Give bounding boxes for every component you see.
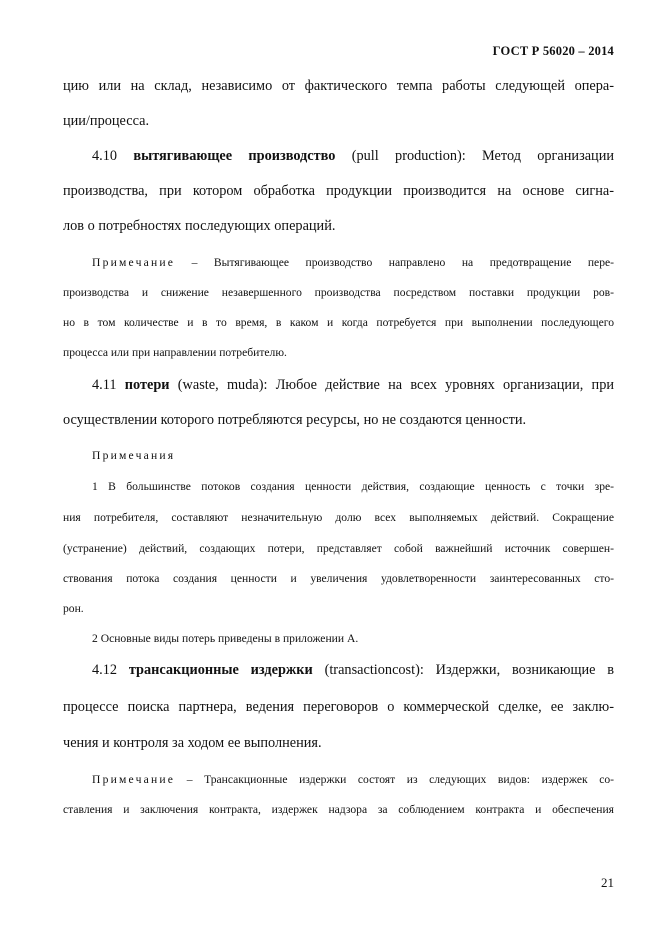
clause-number: 4.10 — [92, 148, 118, 164]
note-line — [92, 773, 614, 786]
note-line: рон. — [63, 602, 84, 615]
body-line: процессе поиска партнера, ведения переговоров о коммерческой сделке, ее заклю- — [63, 699, 614, 715]
note-line: производства и снижение незавершенного производства посредством поставки продукции ров- — [63, 286, 614, 299]
note-line: ставления и заключения контракта, издержек надзора за соблюдением контракта и обеспечения — [63, 803, 614, 816]
term-definition: (transactioncost): Издержки, возникающие в — [324, 662, 615, 678]
body-line: осуществлении которого потребляются ресурсы, но не создаются ценности. — [63, 412, 527, 428]
note-text: – Трансакционные издержки состоят из следующих видов: издержек со- — [186, 773, 614, 786]
note-line: 1 В большинстве потоков создания ценности действия, создающие ценность с точки зре- — [92, 480, 614, 493]
term-title: трансакционные издержки — [128, 662, 313, 678]
body-line: цию или на склад, независимо от фактического темпа работы следующей опера- — [63, 78, 614, 94]
note-line: но в том количестве и в то время, в каком и когда потребуется при выполнении последующего — [63, 316, 614, 329]
page-header: ГОСТ Р 56020 – 2014 — [492, 44, 614, 58]
note-line: процесса или при направлении потребителю. — [63, 346, 287, 359]
body-line: чения и контроля за ходом ее выполнения. — [63, 735, 322, 751]
body-line: ции/процесса. — [63, 113, 150, 129]
note-text: – Вытягивающее производство направлено на предотвращение пере- — [191, 256, 614, 269]
note-line: 2 Основные виды потерь приведены в приложении А. — [92, 632, 359, 645]
term-definition: (waste, muda): Любое действие на всех уровнях организации, при — [177, 377, 615, 393]
note-line: ствования потока создания ценности и увеличения удовлетворенности заинтересованных сто- — [63, 572, 614, 585]
note-label: Примечание — [92, 773, 176, 786]
note-line: ния потребителя, составляют незначительную долю всех выполняемых действий. Сокращение — [63, 511, 614, 524]
notes-heading: Примечания — [92, 449, 176, 462]
clause-number: 4.11 — [92, 377, 117, 393]
note-label: Примечание — [92, 256, 176, 269]
term-title: вытягивающее производство — [133, 148, 336, 164]
term-4-12-line — [92, 662, 614, 679]
note-line: (устранение) действий, создающих потери, представляет собой важнейший источник совершен- — [63, 542, 614, 555]
term-4-10-line — [92, 148, 614, 165]
page-number: 21 — [601, 875, 614, 890]
body-line: лов о потребностях последующих операций. — [63, 218, 336, 234]
note-line — [92, 256, 614, 269]
term-title: потери — [124, 377, 170, 393]
term-definition: (pull production): Метод организации — [351, 148, 615, 164]
body-line: производства, при котором обработка продукции производится на основе сигна- — [63, 183, 614, 199]
term-4-11-line — [92, 377, 614, 394]
clause-number: 4.12 — [92, 662, 118, 678]
